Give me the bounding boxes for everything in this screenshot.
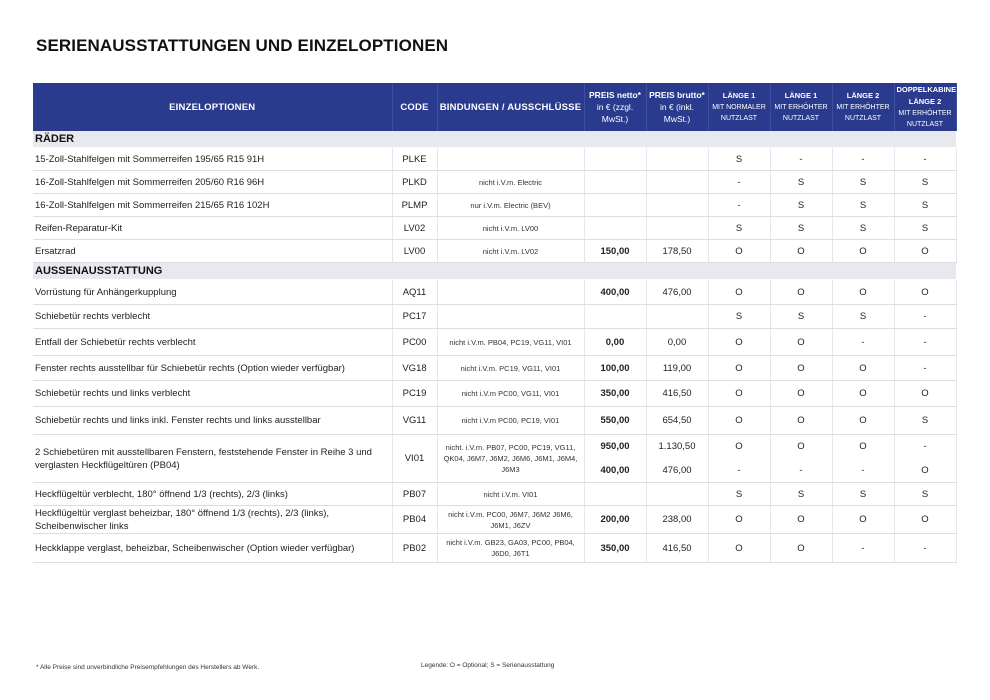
option-code: PLKD (392, 171, 437, 194)
gross-price: 238,00 (646, 506, 708, 534)
header-variant-2 (770, 83, 832, 131)
option-code: PB07 (392, 483, 437, 506)
variant-availability: O (770, 506, 832, 534)
option-name: Entfall der Schiebetür rechts verblecht (33, 329, 392, 356)
table-header (33, 83, 956, 131)
option-code: PLKE (392, 148, 437, 171)
variant-availability: S (708, 148, 770, 171)
variant-availability: - (832, 329, 894, 356)
net-price (584, 217, 646, 240)
variant-availability: - (894, 534, 956, 563)
option-bindings (437, 280, 584, 305)
option-code: LV02 (392, 217, 437, 240)
net-price-value: 400,00 (600, 464, 630, 476)
variant-availability: S (770, 194, 832, 217)
option-bindings: nur i.V.m. Electric (BEV) (437, 194, 584, 217)
option-bindings: nicht i.V.m. Electric (437, 171, 584, 194)
header-net-title: PREIS netto* (589, 90, 641, 100)
variant-availability: S (708, 483, 770, 506)
variant-availability: O (832, 240, 894, 263)
table-row (33, 329, 956, 356)
gross-price: 416,50 (646, 534, 708, 563)
option-name: Heckflügeltür verblecht, 180° öffnend 1/3 (rechts), 2/3 (links) (33, 483, 392, 506)
net-price: 350,00 (584, 381, 646, 407)
variant-availability-value: O (859, 441, 867, 453)
net-price: 200,00 (584, 506, 646, 534)
table-row (33, 407, 956, 435)
header-variant-4 (894, 83, 956, 131)
variant-availability-value: - (923, 441, 927, 453)
variant-availability: S (832, 194, 894, 217)
variant-availability: O (708, 356, 770, 381)
variant-availability: O (832, 407, 894, 435)
legend: Legende: O = Optional; S = Serienausstattung (421, 662, 555, 669)
header-v2-sub: MIT ERHÖHTER NUTZLAST (774, 104, 828, 122)
net-price (584, 305, 646, 329)
section-title: RÄDER (33, 131, 956, 148)
net-price-stack (587, 435, 644, 482)
table-row (33, 217, 956, 240)
option-code: VG18 (392, 356, 437, 381)
table-row (33, 381, 956, 407)
option-bindings: nicht. i.V.m. PB07, PC00, PC19, VG11, QK04, J6M7, J6M2, J6M6, J6M1, J6M4, J6M3 (437, 435, 584, 483)
variant-availability: S (708, 305, 770, 329)
header-v4-title: DOPPELKABINE LÄNGE 2 (896, 85, 957, 106)
variant-availability: S (770, 217, 832, 240)
variant-availability: O (894, 506, 956, 534)
variant-availability-value: - (737, 464, 741, 476)
table-row (33, 280, 956, 305)
header-v1-title: LÄNGE 1 (722, 91, 756, 100)
table-body (33, 131, 956, 563)
variant-availability-value: - (861, 464, 865, 476)
variant-availability: O (770, 240, 832, 263)
table-row (33, 240, 956, 263)
option-name: Ersatzrad (33, 240, 392, 263)
option-bindings (437, 305, 584, 329)
variant-availability: - (770, 148, 832, 171)
variant-availability (894, 435, 956, 483)
variant-availability: O (894, 381, 956, 407)
price-table (33, 83, 957, 563)
option-bindings: nicht i.V.m. PB04, PC19, VG11, VI01 (437, 329, 584, 356)
gross-price (646, 435, 708, 483)
table-row (33, 506, 956, 534)
section-header (33, 263, 956, 280)
variant-availability: S (894, 194, 956, 217)
page-title: SERIENAUSSTATTUNGEN UND EINZELOPTIONEN (36, 36, 449, 55)
table-row (33, 483, 956, 506)
header-gross-price (646, 83, 708, 131)
option-code: PB04 (392, 506, 437, 534)
variant-availability: O (770, 534, 832, 563)
variant-availability (770, 435, 832, 483)
header-variant-3 (832, 83, 894, 131)
net-price: 350,00 (584, 534, 646, 563)
option-code: PLMP (392, 194, 437, 217)
header-net-sub: in € (zzgl. MwSt.) (596, 102, 634, 124)
table-row (33, 534, 956, 563)
table-row (33, 356, 956, 381)
option-name: Reifen-Reparatur-Kit (33, 217, 392, 240)
variant-availability: S (832, 483, 894, 506)
variant-availability: - (708, 171, 770, 194)
gross-price (646, 148, 708, 171)
gross-price: 654,50 (646, 407, 708, 435)
variant-availability-value: - (799, 464, 803, 476)
variant-availability: O (894, 280, 956, 305)
variant-availability-value: O (921, 464, 929, 476)
header-v2-title: LÄNGE 1 (784, 91, 818, 100)
option-bindings: nicht i.V.m PC00, PC19, VI01 (437, 407, 584, 435)
variant-availability: O (708, 329, 770, 356)
variant-availability: S (894, 483, 956, 506)
option-code: AQ11 (392, 280, 437, 305)
variant-availability: O (708, 534, 770, 563)
table-row (33, 194, 956, 217)
gross-price (646, 217, 708, 240)
variant-availability: O (894, 240, 956, 263)
gross-price (646, 483, 708, 506)
option-name: 16-Zoll-Stahlfelgen mit Sommerreifen 205/60 R16 96H (33, 171, 392, 194)
gross-price (646, 194, 708, 217)
variant-availability: - (894, 148, 956, 171)
variant-availability: O (832, 356, 894, 381)
net-price (584, 148, 646, 171)
variant-availability: O (770, 407, 832, 435)
option-bindings: nicht i.V.m PC00, VG11, VI01 (437, 381, 584, 407)
gross-price (646, 305, 708, 329)
header-variant-1 (708, 83, 770, 131)
table-row (33, 171, 956, 194)
option-bindings: nicht i.V.m. LV00 (437, 217, 584, 240)
header-v3-title: LÄNGE 2 (846, 91, 880, 100)
table-row (33, 435, 956, 483)
net-price: 400,00 (584, 280, 646, 305)
variant-availability: S (894, 407, 956, 435)
header-v3-sub: MIT ERHÖHTER NUTZLAST (836, 104, 890, 122)
gross-price: 178,50 (646, 240, 708, 263)
header-code: CODE (392, 83, 437, 131)
variant-availability: S (770, 483, 832, 506)
gross-price-stack (649, 435, 706, 482)
variant-availability-stack (773, 435, 830, 482)
variant-availability: S (832, 217, 894, 240)
option-name: Vorrüstung für Anhängerkupplung (33, 280, 392, 305)
variant-availability: S (770, 171, 832, 194)
section-header (33, 131, 956, 148)
variant-availability: - (894, 329, 956, 356)
option-bindings: nicht i.V.m. PC19, VG11, VI01 (437, 356, 584, 381)
variant-availability (708, 435, 770, 483)
variant-availability: O (708, 381, 770, 407)
variant-availability (832, 435, 894, 483)
option-name: Schiebetür rechts und links inkl. Fenster rechts und links ausstellbar (33, 407, 392, 435)
variant-availability: - (832, 148, 894, 171)
header-gross-title: PREIS brutto* (649, 90, 705, 100)
option-bindings: nicht i.V.m. VI01 (437, 483, 584, 506)
option-code: VG11 (392, 407, 437, 435)
variant-availability: - (708, 194, 770, 217)
variant-availability: O (708, 506, 770, 534)
header-option: EINZELOPTIONEN (33, 83, 392, 131)
price-footnote: * Alle Preise sind unverbindliche Preisempfehlungen des Herstellers ab Werk. (36, 664, 260, 671)
option-name: Schiebetür rechts und links verblecht (33, 381, 392, 407)
variant-availability: O (832, 381, 894, 407)
variant-availability: O (770, 381, 832, 407)
section-title: AUSSENAUSSTATTUNG (33, 263, 956, 280)
variant-availability: S (832, 305, 894, 329)
table-row (33, 305, 956, 329)
option-code: PC19 (392, 381, 437, 407)
variant-availability: O (832, 280, 894, 305)
net-price (584, 483, 646, 506)
option-bindings: nicht i.V.m. GB23, GA03, PC00, PB04, J6D0, J6T1 (437, 534, 584, 563)
variant-availability: S (894, 217, 956, 240)
gross-price: 416,50 (646, 381, 708, 407)
gross-price (646, 171, 708, 194)
gross-price: 476,00 (646, 280, 708, 305)
variant-availability-value: O (735, 441, 743, 453)
option-name: 16-Zoll-Stahlfelgen mit Sommerreifen 215/65 R16 102H (33, 194, 392, 217)
option-name: 15-Zoll-Stahlfelgen mit Sommerreifen 195/65 R15 91H (33, 148, 392, 171)
option-name: Schiebetür rechts verblecht (33, 305, 392, 329)
variant-availability: O (708, 407, 770, 435)
header-v4-sub: MIT ERHÖHTER NUTZLAST (898, 110, 952, 128)
variant-availability-stack (711, 435, 768, 482)
gross-price-value: 1.130,50 (658, 441, 696, 453)
net-price: 150,00 (584, 240, 646, 263)
net-price: 100,00 (584, 356, 646, 381)
option-bindings (437, 148, 584, 171)
variant-availability: O (770, 280, 832, 305)
variant-availability-stack (897, 435, 954, 482)
option-name: Heckflügeltür verglast beheizbar, 180° öffnend 1/3 (rechts), 2/3 (links), Scheibenwischer links (33, 506, 392, 534)
variant-availability: - (894, 305, 956, 329)
variant-availability: O (708, 240, 770, 263)
option-code: LV00 (392, 240, 437, 263)
gross-price: 119,00 (646, 356, 708, 381)
option-name: Heckklappe verglast, beheizbar, Scheibenwischer (Option wieder verfügbar) (33, 534, 392, 563)
header-gross-sub: in € (inkl. MwSt.) (659, 102, 694, 124)
variant-availability-stack (835, 435, 892, 482)
net-price (584, 171, 646, 194)
variant-availability: O (770, 329, 832, 356)
header-bindings: BINDUNGEN / AUSSCHLÜSSE (437, 83, 584, 131)
option-bindings: nicht i.V.m. LV02 (437, 240, 584, 263)
net-price-value: 950,00 (600, 441, 630, 453)
net-price: 0,00 (584, 329, 646, 356)
option-code: PB02 (392, 534, 437, 563)
option-code: VI01 (392, 435, 437, 483)
variant-availability: O (770, 356, 832, 381)
net-price: 550,00 (584, 407, 646, 435)
variant-availability: S (770, 305, 832, 329)
option-name: Fenster rechts ausstellbar für Schiebetür rechts (Option wieder verfügbar) (33, 356, 392, 381)
net-price (584, 435, 646, 483)
variant-availability: - (894, 356, 956, 381)
option-code: PC00 (392, 329, 437, 356)
option-code: PC17 (392, 305, 437, 329)
gross-price: 0,00 (646, 329, 708, 356)
variant-availability: O (832, 506, 894, 534)
variant-availability: S (832, 171, 894, 194)
variant-availability: S (708, 217, 770, 240)
header-v1-sub: MIT NORMALER NUTZLAST (712, 104, 766, 122)
variant-availability-value: O (797, 441, 805, 453)
header-net-price (584, 83, 646, 131)
gross-price-value: 476,00 (662, 464, 692, 476)
net-price (584, 194, 646, 217)
table-row (33, 148, 956, 171)
option-bindings: nicht i.V.m. PC00, J6M7, J6M2 J6M6, J6M1, J6ZV (437, 506, 584, 534)
variant-availability: S (894, 171, 956, 194)
option-name: 2 Schiebetüren mit ausstellbaren Fenstern, feststehende Fenster in Reihe 3 und verglasten Heckflügeltüren (PB04) (33, 435, 392, 483)
variant-availability: O (708, 280, 770, 305)
variant-availability: - (832, 534, 894, 563)
